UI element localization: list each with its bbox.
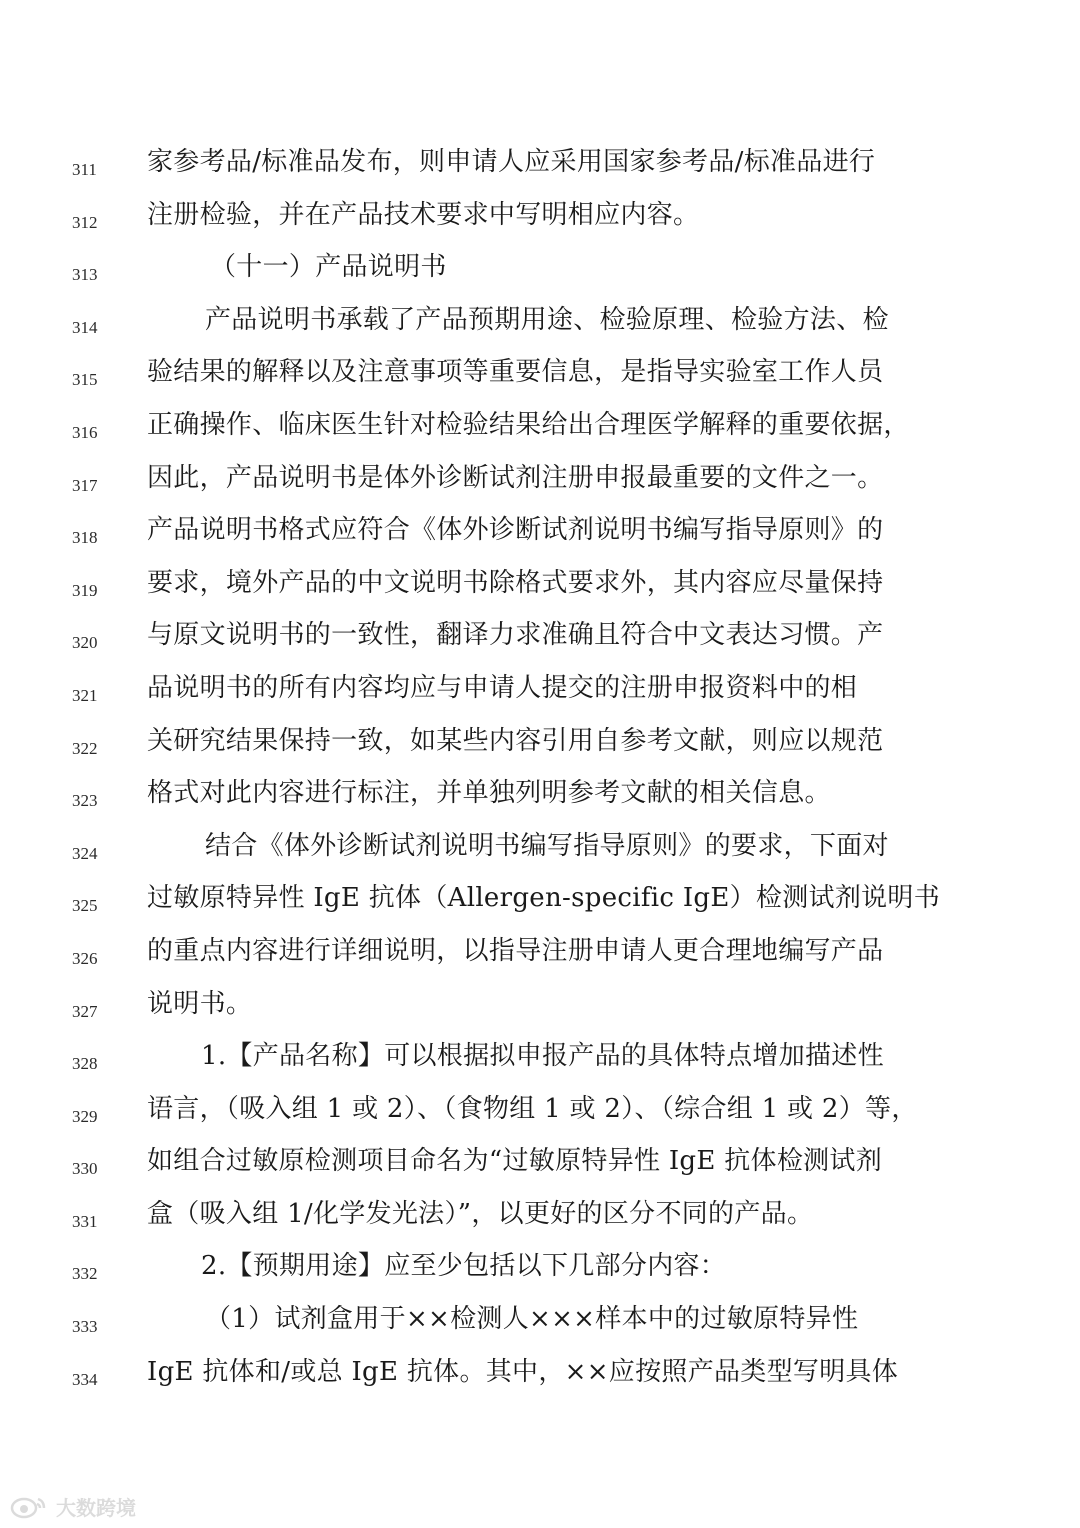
text-line [0, 925, 1080, 978]
text-line [0, 189, 1080, 242]
watermark [10, 1492, 136, 1520]
line-number: 318 [72, 528, 98, 548]
text-line [0, 662, 1080, 715]
line-number: 321 [72, 685, 98, 705]
text-line [0, 504, 1080, 557]
line-text: 正确操作、临床医生针对检验结果给出合理医学解释的重要依据， [147, 409, 910, 440]
line-text: 因此，产品说明书是体外诊断试剂注册申报最重要的文件之一。 [147, 462, 884, 493]
line-number: 319 [72, 580, 98, 600]
text-line [0, 715, 1080, 768]
line-number: 334 [72, 1369, 98, 1389]
text-line [0, 820, 1080, 873]
line-text: 语言，（吸入组 1 或 2）、（食物组 1 或 2）、（综合组 1 或 2）等， [147, 1093, 918, 1124]
text-line [0, 294, 1080, 347]
line-text: 结合《体外诊断试剂说明书编写指导原则》的要求，下面对 [205, 830, 889, 861]
text-line [0, 1188, 1080, 1241]
text-line [0, 872, 1080, 925]
line-number: 315 [72, 370, 98, 390]
line-number: 313 [72, 265, 98, 285]
line-text: 产品说明书承载了产品预期用途、检验原理、检验方法、检 [205, 304, 889, 335]
line-text: 如组合过敏原检测项目命名为“过敏原特异性 IgE 抗体检测试剂 [147, 1146, 883, 1177]
text-line [0, 136, 1080, 189]
text-line [0, 557, 1080, 610]
weibo-logo-icon [10, 1493, 50, 1519]
line-text: 2.【预期用途】应至少包括以下几部分内容： [201, 1251, 727, 1282]
text-line [0, 1346, 1080, 1399]
line-text: IgE 抗体和/或总 IgE 抗体。其中，××应按照产品类型写明具体 [147, 1356, 899, 1387]
line-number: 311 [72, 160, 97, 179]
line-number: 312 [72, 212, 98, 232]
line-text: 的重点内容进行详细说明，以指导注册申请人更合理地编写产品 [147, 935, 884, 966]
section-heading: （十一）产品说明书 [210, 252, 447, 283]
line-number: 333 [72, 1317, 98, 1337]
line-text: 盒（吸入组 1/化学发光法）”，以更好的区分不同的产品。 [147, 1198, 814, 1229]
line-number: 320 [72, 633, 98, 653]
line-text: （1）试剂盒用于××检测人×××样本中的过敏原特异性 [205, 1304, 859, 1335]
line-number: 329 [72, 1106, 98, 1126]
line-number: 323 [72, 791, 98, 811]
text-line [0, 241, 1080, 294]
line-text: 验结果的解释以及注意事项等重要信息，是指导实验室工作人员 [147, 357, 884, 388]
line-number: 328 [72, 1054, 98, 1074]
line-number: 330 [72, 1159, 98, 1179]
text-line [0, 452, 1080, 505]
line-number: 327 [72, 1001, 98, 1021]
line-number: 325 [72, 896, 98, 916]
text-line [0, 767, 1080, 820]
line-text: 品说明书的所有内容均应与申请人提交的注册申报资料中的相 [147, 672, 858, 703]
line-text: 格式对此内容进行标注，并单独列明参考文献的相关信息。 [147, 778, 831, 809]
text-line [0, 978, 1080, 1031]
line-text: 家参考品/标准品发布，则申请人应采用国家参考品/标准品进行 [147, 147, 876, 177]
line-number: 332 [72, 1264, 98, 1284]
line-text: 注册检验，并在产品技术要求中写明相应内容。 [147, 199, 700, 230]
line-text: 过敏原特异性 IgE 抗体（Allergen-specific IgE）检测试剂说明书 [147, 883, 941, 914]
line-text: 关研究结果保持一致，如某些内容引用自参考文献，则应以规范 [147, 725, 884, 756]
line-number: 317 [72, 475, 98, 495]
text-body [0, 136, 1080, 1398]
line-number: 314 [72, 317, 98, 337]
line-number: 322 [72, 738, 98, 758]
text-line [0, 1293, 1080, 1346]
line-number: 324 [72, 843, 98, 863]
text-line [0, 346, 1080, 399]
line-text: 产品说明书格式应符合《体外诊断试剂说明书编写指导原则》的 [147, 515, 884, 546]
line-number: 316 [72, 422, 98, 442]
line-number: 326 [72, 948, 98, 968]
text-line [0, 609, 1080, 662]
text-line [0, 1135, 1080, 1188]
watermark-text: 大数跨境 [56, 1495, 136, 1520]
text-line [0, 399, 1080, 452]
line-text: 说明书。 [147, 988, 253, 1019]
line-number: 331 [72, 1211, 98, 1231]
line-text: 1.【产品名称】可以根据拟申报产品的具体特点增加描述性 [201, 1041, 884, 1072]
text-line [0, 1030, 1080, 1083]
line-text: 要求，境外产品的中文说明书除格式要求外，其内容应尽量保持 [147, 567, 884, 598]
line-text: 与原文说明书的一致性，翻译力求准确且符合中文表达习惯。产 [147, 620, 884, 651]
text-line [0, 1240, 1080, 1293]
text-line [0, 1083, 1080, 1136]
